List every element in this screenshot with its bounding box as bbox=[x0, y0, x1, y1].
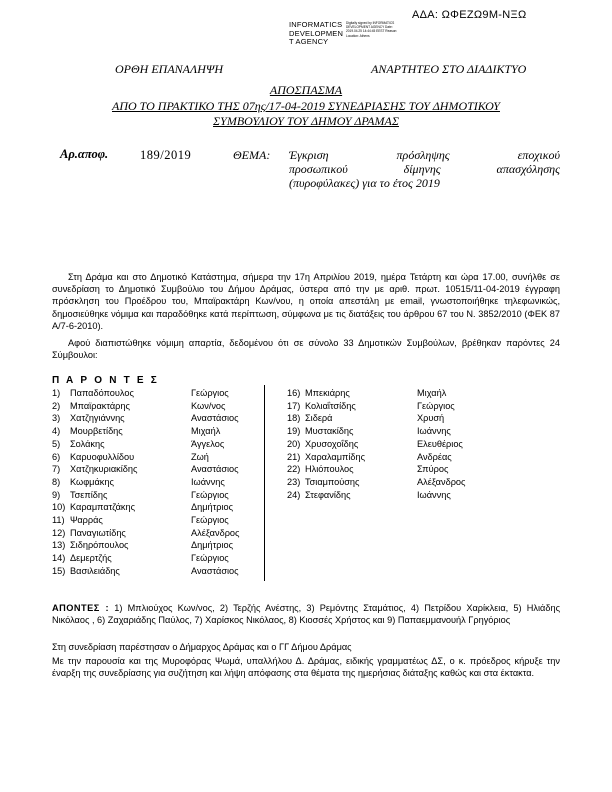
present-list-right bbox=[287, 387, 547, 517]
present-member-row bbox=[287, 451, 547, 463]
member-surname: Παναγιωτίδης bbox=[70, 527, 126, 538]
member-surname: Μπεκιάρης bbox=[305, 388, 350, 398]
present-member-row bbox=[52, 552, 262, 564]
subject-line: (πυροφύλακες) για το έτος 2019 bbox=[289, 176, 440, 190]
member-first-name: Δημήτριος bbox=[191, 502, 234, 513]
member-first-name: Αλέξανδρος bbox=[191, 527, 240, 538]
decision-number-label: Αρ.αποφ. bbox=[60, 147, 109, 161]
member-number: 3) bbox=[52, 413, 61, 424]
present-member-row bbox=[52, 387, 262, 399]
present-member-row bbox=[287, 476, 547, 488]
member-number: 5) bbox=[52, 438, 61, 449]
present-list-left bbox=[52, 387, 262, 577]
intro-paragraph: Στη Δράμα και στο Δημοτικό Κατάστημα, σήμερα την 17η Απριλίου 2019, ημέρα Τετάρτη και ώρα 17.00, συνήλθε σε συνεδρίαση το Δημοτικό Συμβούλιο του Δήμου Δράμας, ύστερα από την με αριθ. πρωτ. 10515/11-04-2019 έγγραφη πρόσκληση του Προέδρου του, Μπαϊρακτάρη Κων/νου, η οποία απεστάλη με email, γνωστοποιήθηκε τηλεφωνικώς, δημοσιεύθηκε νόμιμα και παραδόθηκε κατά περίπτωση, σύμφωνα με τις διατάξεις του άρθρου 67 του Ν. 3852/2010 (ΦΕΚ 87 Α/7-6-2010). bbox=[52, 272, 560, 331]
subject-line: Έγκριση πρόσληψης εποχικού bbox=[289, 148, 560, 162]
member-first-name: Άγγελος bbox=[191, 438, 225, 449]
opening-paragraph: Με την παρουσία και της Μυροφόρας Ψωμά, υπαλλήλου Δ. Δράμας, ειδικής γραμματέως ΔΣ, ο κ. πρόεδρος κήρυξε την έναρξη της συνεδρίασης για συζήτηση και λήψη απόφασης στα θέματα της ημερήσιας διάταξης καθώς και στα έκτακτα. bbox=[52, 656, 560, 679]
member-first-name: Γεώργιος bbox=[191, 553, 229, 564]
present-member-row bbox=[52, 463, 262, 475]
member-surname: Μυστακίδης bbox=[305, 426, 354, 437]
member-surname: Χατζηγιάννης bbox=[70, 413, 125, 424]
stamp-line: DEVELOPMEN bbox=[289, 28, 344, 38]
member-number: 19) bbox=[287, 426, 301, 437]
member-surname: Ψαρράς bbox=[70, 515, 103, 525]
member-surname: Παπαδόπουλος bbox=[70, 388, 134, 398]
member-first-name: Ανδρέας bbox=[417, 451, 452, 462]
member-first-name: Γεώργιος bbox=[417, 400, 455, 411]
member-surname: Καρυοφυλλίδου bbox=[70, 451, 135, 462]
extract-title: ΑΠΟΣΠΑΣΜΑ bbox=[269, 83, 343, 97]
present-member-row bbox=[52, 539, 262, 551]
member-number: 6) bbox=[52, 451, 61, 462]
member-first-name: Γεώργιος bbox=[191, 515, 229, 525]
present-member-row bbox=[52, 527, 262, 539]
member-number: 24) bbox=[287, 489, 301, 500]
member-first-name: Αλέξανδρος bbox=[417, 476, 466, 487]
member-number: 9) bbox=[52, 489, 61, 500]
member-number: 2) bbox=[52, 400, 61, 411]
absent-list: 1) Μπλιούχος Κων/νος, 2) Τερζής Ανέστης, 3) Ρεμόντης Σταμάτιος, 4) Πετρίδου Χαρίκλεια, 5) Ηλιάδης Νικόλαος , 6) Ζαχαριάδης Παύλος, 7) Χαρίσκος Νικόλαος, 8) Κιοσσές Χρήστος και 9) Παπαεμμανουήλ Γρηγόριος bbox=[52, 603, 560, 626]
member-number: 23) bbox=[287, 476, 301, 487]
subject-label: ΘΕΜΑ: bbox=[233, 148, 271, 162]
member-surname: Στεφανίδης bbox=[305, 489, 351, 500]
member-number: 14) bbox=[52, 553, 66, 564]
present-member-row bbox=[52, 412, 262, 424]
stamp-line: INFORMATICS bbox=[289, 20, 343, 29]
member-surname: Χαραλαμπίδης bbox=[305, 451, 366, 462]
member-number: 16) bbox=[287, 388, 301, 398]
member-number: 21) bbox=[287, 451, 301, 462]
member-surname: Κολιαΐτσίδης bbox=[305, 400, 356, 411]
present-member-row bbox=[52, 425, 262, 437]
column-divider bbox=[264, 385, 265, 581]
member-number: 15) bbox=[52, 565, 66, 576]
member-surname: Χατζηκυριακίδης bbox=[70, 464, 138, 475]
member-number: 11) bbox=[52, 515, 65, 525]
member-number: 8) bbox=[52, 476, 61, 487]
member-first-name: Ιωάννης bbox=[191, 476, 225, 487]
present-member-row bbox=[287, 400, 547, 412]
member-surname: Χρυσοχοΐδης bbox=[305, 438, 359, 449]
present-member-row bbox=[287, 412, 547, 424]
digital-signature-stamp bbox=[289, 21, 343, 47]
member-surname: Σιδηρόπουλος bbox=[70, 540, 129, 551]
member-first-name: Ιωάννης bbox=[417, 426, 451, 437]
member-first-name: Χρυσή bbox=[417, 413, 445, 424]
member-number: 22) bbox=[287, 464, 301, 475]
present-member-row bbox=[52, 565, 262, 577]
member-surname: Δεμερτζής bbox=[70, 553, 112, 564]
present-heading: Π Α Ρ Ο Ν Τ Ε Σ bbox=[52, 375, 159, 386]
member-first-name: Μιχαήλ bbox=[417, 388, 447, 398]
member-number: 18) bbox=[287, 413, 301, 424]
member-number: 10) bbox=[52, 502, 66, 513]
member-first-name: Μιχαήλ bbox=[191, 426, 221, 437]
present-member-row bbox=[52, 501, 262, 513]
member-surname: Βασιλειάδης bbox=[70, 565, 120, 576]
member-first-name: Σπύρος bbox=[417, 464, 449, 475]
posted-online-label: ΑΝΑΡΤΗΤΕΟ ΣΤΟ ΔΙΑΔΙΚΤΥΟ bbox=[371, 62, 527, 76]
member-first-name: Αναστάσιος bbox=[191, 413, 239, 424]
subject-line: προσωπικού δίμηνης απασχόλησης bbox=[289, 162, 560, 176]
member-number: 7) bbox=[52, 464, 61, 475]
member-first-name: Ιωάννης bbox=[417, 489, 451, 500]
member-surname: Κωφμάκης bbox=[70, 476, 114, 487]
council-title: ΣΥΜΒΟΥΛΙΟΥ ΤΟΥ ΔΗΜΟΥ ΔΡΑΜΑΣ bbox=[213, 114, 399, 128]
member-first-name: Γεώργιος bbox=[191, 489, 229, 500]
present-member-row bbox=[52, 489, 262, 501]
member-number: 12) bbox=[52, 527, 66, 538]
member-number: 13) bbox=[52, 540, 66, 551]
member-surname: Τσιαμπούσης bbox=[305, 476, 360, 487]
member-number: 17) bbox=[287, 400, 301, 411]
stamp-details: Digitally signed by INFORMATICS DEVELOPMENT AGENCY Date: 2019.04.25 14:44:45 EEST Reason: Location: Athens bbox=[346, 21, 398, 38]
member-number: 4) bbox=[52, 426, 61, 437]
reprint-label: ΟΡΘΗ ΕΠΑΝΑΛΗΨΗ bbox=[115, 62, 224, 76]
member-first-name: Ζωή bbox=[191, 451, 209, 462]
present-member-row bbox=[287, 425, 547, 437]
member-first-name: Αναστάσιος bbox=[191, 565, 239, 576]
stamp-line: T AGENCY bbox=[289, 37, 329, 47]
ada-code: ΑΔΑ: ΩΦΕΖΩ9Μ-ΝΞΩ bbox=[412, 9, 527, 21]
present-member-row bbox=[287, 387, 547, 399]
member-surname: Μπαϊρακτάρης bbox=[70, 400, 130, 411]
present-member-row bbox=[287, 489, 547, 501]
present-member-row bbox=[52, 451, 262, 463]
member-number: 20) bbox=[287, 438, 301, 449]
present-member-row bbox=[287, 463, 547, 475]
present-member-row bbox=[52, 400, 262, 412]
member-first-name: Κων/νος bbox=[191, 400, 226, 411]
present-member-row bbox=[52, 514, 262, 526]
member-surname: Καραμπατζάκης bbox=[70, 502, 136, 513]
quorum-paragraph: Αφού διαπιστώθηκε νόμιμη απαρτία, δεδομένου ότι σε σύνολο 33 Δημοτικών Συμβούλων, βρέθηκαν παρόντες 24 Σύμβουλοι: bbox=[52, 338, 560, 361]
present-member-row bbox=[52, 476, 262, 488]
member-surname: Μουρβετίδης bbox=[70, 426, 123, 437]
present-member-row bbox=[287, 438, 547, 450]
subject-text bbox=[289, 148, 560, 190]
member-first-name: Ελευθέριος bbox=[417, 438, 463, 449]
present-member-row bbox=[52, 438, 262, 450]
member-number: 1) bbox=[52, 388, 61, 398]
decision-number: 189/2019 bbox=[140, 148, 192, 162]
absent-paragraph bbox=[52, 602, 560, 627]
minutes-title: ΑΠΟ ΤΟ ΠΡΑΚΤΙΚΟ ΤΗΣ 07ης/17-04-2019 ΣΥΝΕΔΡΙΑΣΗΣ ΤΟΥ ΔΗΜΟΤΙΚΟΥ bbox=[112, 99, 500, 113]
member-first-name: Γεώργιος bbox=[191, 388, 229, 398]
member-surname: Σολάκης bbox=[70, 438, 105, 449]
member-first-name: Δημήτριος bbox=[191, 540, 234, 551]
member-first-name: Αναστάσιος bbox=[191, 464, 239, 475]
member-surname: Τσεπίδης bbox=[70, 489, 108, 500]
attendance-note: Στη συνεδρίαση παρέστησαν ο Δήμαρχος Δράμας και ο ΓΓ Δήμου Δράμας bbox=[52, 642, 352, 652]
member-surname: Σιδερά bbox=[305, 413, 333, 424]
absent-label: ΑΠΟΝΤΕΣ : bbox=[52, 603, 110, 613]
member-surname: Ηλιόπουλος bbox=[305, 464, 354, 475]
